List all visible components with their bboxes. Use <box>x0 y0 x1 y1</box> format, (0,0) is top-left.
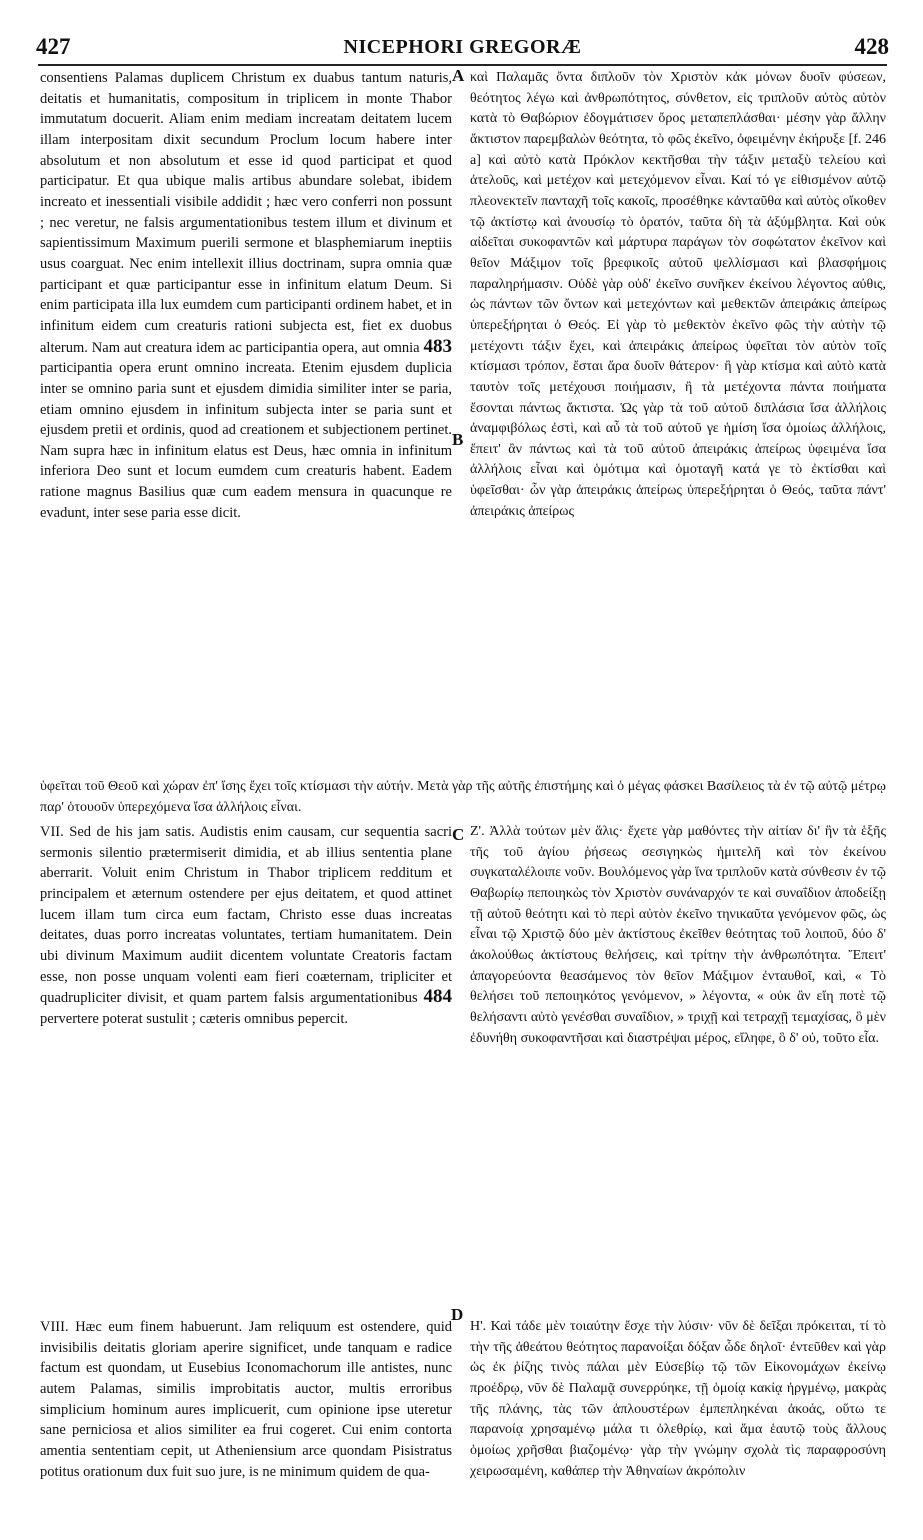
page-number-right: 428 <box>854 34 889 59</box>
margin-marker-b: B <box>452 430 464 449</box>
latin-column-section-2 <box>40 822 452 1030</box>
latin-paragraph: VIII. Hæc eum finem habuerunt. Jam reliquum est ostendere, quid invisibilis deitatis gloriam aperire significet, unde tanquam e radice factum est quondam, ut Eusebius Iconomachorum ille antistes, nunc autem Palamas, similis improbitatis auctor, multis erroribus simplicium hominum aures implicuerit, cum opinione ipse uteretur sane perniciosa et alios similiter ea frui cogeret. Cui enim contorta amentia sententiam cepit, ut Atheniensium arce quondam Pisistratus potitus orationum dux fuit suo jure, is ne minimum quidem de qua- <box>40 1319 452 1480</box>
greek-column-section-2 <box>470 822 886 1049</box>
latin-paragraph <box>40 822 452 1030</box>
margin-marker-c: C <box>452 825 465 844</box>
running-head <box>36 34 889 60</box>
greek-paragraph: καὶ Παλαμᾶς ὄντα διπλοῦν τὸν Χριστὸν κἀκ μόνων δυοῖν φύσεων, θεότητος λέγω καὶ ἀνθρωπότητος, σύνθετον, εἰς τριπλοῦν αὐτὸς αὐτὸν κατὰ τὸ Θαβώριον ἐδογμάτισεν ὄρος μεταπεπλάσθαι· μέσην γὰρ ἄλλην ἄκτιστον παρεμβαλὼν θεότητα, τὸ φῶς ἐκεῖνο, ὀφειμένην ἐκήρυξε [f. 246 a] καὶ αὐτὸ κατὰ Πρόκλον κεκτῆσθαι τὴν τάξιν μεταξὺ τελείου καὶ ἀτελοῦς, καὶ μετέχον καὶ μετεχόμενον εἶναι. Καί τό γε εἰθισμένον αὐτῷ πλεονεκτεῖν πανταχῆ τοῖς κακοῖς, προσέθηκε κἀνταῦθα καὶ αὐτὸς οἴκοθεν τῷ ἀκτίστῳ καὶ ἀνουσίῳ τὸ ὁρατόν, ταῦτα δὴ τὰ ἀξύμβλητα. Καὶ οὐκ αἰδεῖται συκοφαντῶν καὶ μάρτυρα παράγων τὸν σοφώτατον ἐκεῖνον καὶ θεῖον Μάξιμον τοῖς βρεφικοῖς αὐτοῦ ψελλίσμασι καὶ βλασφήμοις παραληρήμασιν. Οὐδὲ γὰρ οὐδ' ἐκεῖνο συνῆκεν ἐκείνου λέγοντος αὐθις, ὡς πάντων τῶν ὄντων καὶ μετεχόντων καὶ μεθεκτῶν ἀπειράκις ἀπείρως ὑπερεξήρηται ὁ Θεός. Εἰ γὰρ τὸ μεθεκτὸν ἐκεῖνο φῶς τὴν αὐτὴν τῷ μετέχοντι τάξιν ἔχει, καὶ ἀπειράκις ἀπείρως ὑφεῖται τὸν αὐτὸν τοῖς κτίσμασι τρόπον, ἔσται ἄρα δυοῖν θάτερον· ἢ γὰρ κτίσμα καὶ αὐτὸ κατὰ ταυτὸν τοῖς μετέχουσι ποιήμασιν, ἢ τὰ μετέχοντα πάντα ποιήματα ἔσονται πάντως ἄκτιστα. Ὡς γὰρ τὰ τοῦ αὐτοῦ διπλάσια ἴσα ἀλλήλοις ἀναμφιβόλως ἐστὶ, καὶ αὖ τὰ τοῦ αὐτοῦ γε ἡμίση ἴσα ὁμοίως ἀλλήλοις, ἔπειτ' ἂν πάντως καὶ τὰ τοῦ αὐτοῦ ἀπειράκις ἀπείρως ὑφειμένα ἴσα ἀλλήλοις εἶναι καὶ ὁμότιμα καὶ ὁμοταγῆ κατά γε τὸ ἐκτίσθαι καὶ ὑφεῖσθαι· ὧν γὰρ ἀπειράκις ἀπείρως ὑπερεξήρηται ὁ Θεός, ταῦτα πάντ' ἀπειράκις ἀπείρως <box>470 70 886 519</box>
latin-column-section-1 <box>40 68 452 523</box>
page-reference-number: 484 <box>423 986 452 1008</box>
latin-column-section-3 <box>40 1317 452 1482</box>
margin-marker-d: D <box>451 1305 464 1324</box>
latin-text: VII. Sed de his jam satis. Audistis enim causam, cur sequentia sacri sermonis silentio prætermiserit dimidia, et ab illius sententia plane aberrarit. Voluit enim Christum in Thabor triplicem redditum et principalem et æternum ostendere per ejus deitatem, et quod attinet lucem illam tum circa eum factam, Christo esse duas increatas deitates, duas porro increatas voluntates, tertiam humanitatem. Dein ubi divinum Maximum audiit dicentem voluntate Creatoris factam esse, non posse unquam volenti eam fieri coæternam, tripliciter et quadrupliciter divisit, et quam partem falsis argumentationibus <box>40 824 452 1007</box>
page-reference-number: 483 <box>423 335 452 357</box>
greek-column-section-1 <box>470 68 886 522</box>
latin-text: pervertere poterat sustulit ; cæteris omnibus pepercit. <box>40 1010 349 1027</box>
latin-paragraph <box>40 68 452 523</box>
greek-full-width-line <box>40 777 886 818</box>
greek-paragraph: Ζ'. Ἀλλὰ τούτων μὲν ἅλις· ἔχετε γὰρ μαθόντες τὴν αἰτίαν δι' ἣν τὰ ἑξῆς τῆς τοῦ ἁγίου ῥήσεως σεσιγηκὼς ἡμιτελῆ καὶ τὸν ἐκείνου συγκαταλέλοιπε νοῦν. Βουλόμενος γὰρ ἵνα τριπλοῦν κατὰ σύνθεσιν ἐν τῷ Θαβωρίῳ πεποιηκὼς τὸν Χριστὸν συνάναρχόν τε καὶ συναΐδιον ἀποδείξῃ τῇ αὐτοῦ θεότητι καὶ τὸ περὶ αὐτὸν ἐκεῖνο τηνικαῦτα γενόμενον φῶς, ὡς εἶναι τῷ Χριστῷ δύο μὲν ἀκτίστους ἐκεῖθεν θεότητας τοῦ λοιποῦ, δύο δ' ἀκολούθως ἀκτίστους θελήσεις, καὶ τρίτην τὴν ἀνθρωπότητα. Ἔπειτ' ἀπαγορεύοντα θεασάμενος τὸν θεῖον Μάξιμον ἐνταυθοῖ, καὶ, « Τὸ θελήσει τοῦ πεποιηκότος γενόμενον, » λέγοντα, « οὐκ ἂν εἴη ποτὲ τῷ θελήσαντι αὐτὸ γενέσθαι συναΐδιον, » τριχῇ καὶ τετραχῇ τεμαχίσας, ὃ μὲν ἐδυνήθη συκοφαντῆσαι καὶ διαστρέψαι μέρος, εἴληφε, ὃ δ' οὐ, τοῦτο εἶα. <box>470 824 886 1046</box>
running-title: NICEPHORI GREGORÆ <box>343 36 582 58</box>
latin-text: consentiens Palamas duplicem Christum ex duabus tantum naturis, deitatis et humanitatis, compositum in triplicem in monte Thabor immutatum docuerit. Aliam enim mediam increatam deitatem lucem illam interpositam dixit secundum Proclum locum habere inter absolutum et non absolutum et esse id quod participat et quod participatur. Et qua ubique malis artibus abundare solebat, ibidem increato et inessentiali visibile addidit ; hæc vero conferri non possunt ; nec veretur, ne falsis argumentationibus testem illum et divinum et sapientissimum Maximum puerili sermone et blasphemiarum ineptiis usus coarguat. Nec enim intellexit illius doctrinam, supra omnia quæ participant et quæ participantur esse in infinitum elatum Deum. Si enim participata illa lux eumdem cum participanti ordinem habet, et in infinitum eidem cum creaturis rationi subjecta est, fiet ex duobus alterum. Nam aut creatura idem ac participantia opera, aut omnia <box>40 70 452 356</box>
latin-text: participantia opera erunt omnino increata. Etenim ejusdem duplicia inter se omnino paria sunt et ejusdem dimidia similiter inter se paria, etiam omnino ejusdem in infinitum subjecta inter se paria sunt et ejusdem pretii et ordinis, quod ad creationem et subjectionem pertinet. Nam supra hæc in infinitum elatus est Deus, hæc omnia in infinitum inferiora Deo sunt et locum eumdem cum creaturis habent. Eadem ratione magnus Basilius quæ cum eadem mensura in quacunque re evadunt, inter sese paria esse dicit. <box>40 360 452 521</box>
margin-marker-a: A <box>452 66 465 85</box>
page-number-left: 427 <box>36 34 71 59</box>
greek-column-section-3 <box>470 1317 886 1482</box>
greek-paragraph: ὑφεῖται τοῦ Θεοῦ καὶ χώραν ἐπ' ἴσης ἔχει τοῖς κτίσμασι τὴν αὐτήν. Μετὰ γὰρ τῆς αὐτῆς ἐπιστήμης καὶ ὁ μέγας φάσκει Βασίλειος τὰ ἐν τῷ αὐτῷ μέτρῳ παρ' ὁτουοῦν ὑπερεχόμενα ἴσα ἀλλήλοις εἶναι. <box>40 779 886 815</box>
greek-paragraph: Η'. Καὶ τάδε μὲν τοιαύτην ἔσχε τὴν λύσιν· νῦν δὲ δεῖξαι πρόκειται, τί τὸ τὴν τῆς ἀθεάτου θεότητος παρανοίξαι δόξαν ὧδε δηλοῖ· ἐντεῦθεν καὶ γὰρ ὡς ἐκ ῥίζης τινὸς πάλαι μὲν Εὐσεβίῳ τῷ τῶν Εἰκονομάχων ἐκείνῳ προέδρῳ, νῦν δὲ Παλαμᾷ συνερρύηκε, τῇ ὁμοίᾳ κακίᾳ ἠργμένῳ, μακρὰς τῆς πλάνης, τὰς τῶν ἁπλουστέρων ἐμπεπληκέναι ἀκοάς, οὕτω τε παρανοίᾳ χρησαμένῳ μάλα τι ὀλεθρίῳ, καὶ ἅμα ἑαυτῷ τοὺς ἄλλους ὁμοίως χρῆσθαι βιαζομένῳ· γὰρ τὴν γνώμην σχολὰ τὶς παραφροσύνη χειρωσαμένη, καθάπερ τὴν Ἀθηναίων ἀκρόπολιν <box>470 1319 886 1479</box>
